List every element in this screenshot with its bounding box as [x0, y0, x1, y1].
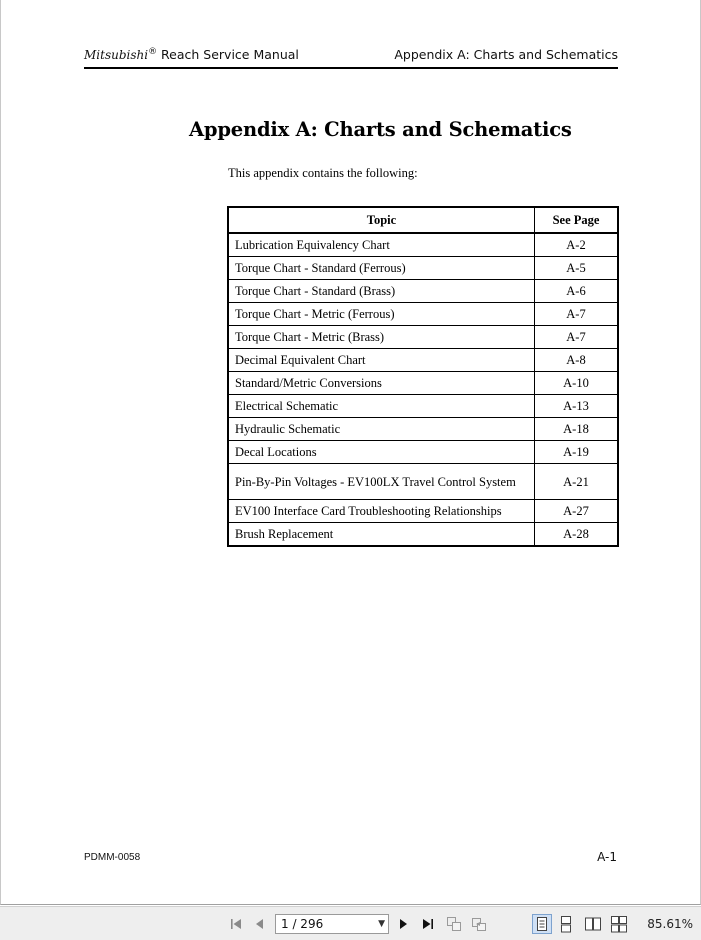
single-page-view-icon[interactable]	[532, 914, 552, 934]
page-reference-cell: A-21	[535, 464, 619, 500]
topic-cell: Lubrication Equivalency Chart	[228, 233, 535, 257]
page-title: Appendix A: Charts and Schematics	[189, 118, 572, 141]
table-row	[228, 372, 618, 395]
column-header-see-page: See Page	[535, 207, 619, 233]
page-reference-cell: A-27	[535, 500, 619, 523]
table-row	[228, 464, 618, 500]
topic-cell: Torque Chart - Standard (Ferrous)	[228, 257, 535, 280]
page-reference-cell: A-8	[535, 349, 619, 372]
first-page-icon[interactable]	[228, 915, 246, 933]
table-row	[228, 418, 618, 441]
manual-name: Reach Service Manual	[157, 47, 299, 63]
zoom-level[interactable]: 85.61%	[647, 917, 693, 931]
page-number-field[interactable]	[275, 914, 389, 934]
page-reference-cell: A-19	[535, 441, 619, 464]
viewer-toolbar	[0, 906, 701, 940]
column-header-topic: Topic	[228, 207, 535, 233]
page-reference-cell: A-18	[535, 418, 619, 441]
table-row	[228, 395, 618, 418]
topic-cell: Decal Locations	[228, 441, 535, 464]
intro-text: This appendix contains the following:	[228, 166, 418, 180]
table-row	[228, 349, 618, 372]
topic-cell: Standard/Metric Conversions	[228, 372, 535, 395]
table-row	[228, 233, 618, 257]
topic-cell: Electrical Schematic	[228, 395, 535, 418]
previous-page-icon[interactable]	[251, 915, 269, 933]
page-reference-cell: A-10	[535, 372, 619, 395]
two-page-continuous-view-icon[interactable]	[610, 915, 628, 933]
page-reference-cell: A-7	[535, 326, 619, 349]
topic-cell: EV100 Interface Card Troubleshooting Relationships	[228, 500, 535, 523]
table-row	[228, 523, 618, 547]
next-page-icon[interactable]	[394, 915, 412, 933]
table-row	[228, 257, 618, 280]
topic-cell: Brush Replacement	[228, 523, 535, 547]
table-header-row	[228, 207, 618, 233]
copy-icon[interactable]	[445, 915, 463, 933]
topic-cell: Torque Chart - Metric (Brass)	[228, 326, 535, 349]
page-reference-cell: A-13	[535, 395, 619, 418]
brand-name: Mitsubishi	[84, 48, 149, 63]
page-reference-cell: A-2	[535, 233, 619, 257]
page-number: A-1	[597, 850, 617, 864]
chevron-down-icon[interactable]: ▼	[378, 919, 385, 929]
table-row	[228, 303, 618, 326]
last-page-icon[interactable]	[418, 915, 436, 933]
continuous-view-icon[interactable]	[557, 915, 575, 933]
document-page	[1, 0, 701, 905]
registered-mark: ®	[148, 47, 158, 57]
contents-table	[227, 206, 619, 547]
page-number-value: 1 / 296	[281, 917, 324, 931]
table-row	[228, 441, 618, 464]
topic-cell: Pin-By-Pin Voltages - EV100LX Travel Control System	[228, 464, 535, 500]
topic-cell: Torque Chart - Standard (Brass)	[228, 280, 535, 303]
table-row	[228, 326, 618, 349]
table-body	[228, 233, 618, 546]
page-reference-cell: A-7	[535, 303, 619, 326]
document-code: PDMM-0058	[84, 852, 141, 863]
table-row	[228, 500, 618, 523]
topic-cell: Decimal Equivalent Chart	[228, 349, 535, 372]
topic-cell: Torque Chart - Metric (Ferrous)	[228, 303, 535, 326]
paste-icon[interactable]	[470, 915, 488, 933]
page-reference-cell: A-6	[535, 280, 619, 303]
page-reference-cell: A-5	[535, 257, 619, 280]
running-header-left	[84, 47, 299, 62]
running-header-right: Appendix A: Charts and Schematics	[394, 47, 618, 62]
table-row	[228, 280, 618, 303]
header-rule	[84, 67, 618, 69]
page-reference-cell: A-28	[535, 523, 619, 547]
two-page-view-icon[interactable]	[584, 915, 602, 933]
topic-cell: Hydraulic Schematic	[228, 418, 535, 441]
